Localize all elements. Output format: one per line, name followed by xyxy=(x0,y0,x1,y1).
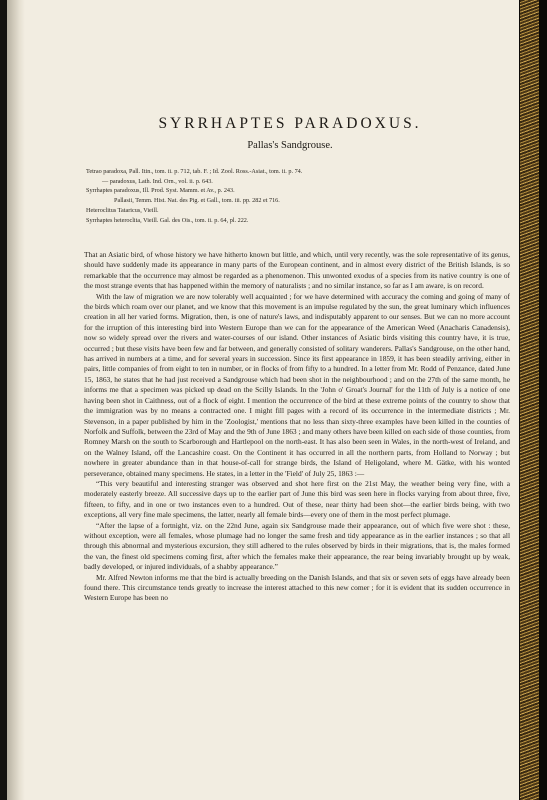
paragraph: With the law of migration we are now tolerably well acquainted ; for we have determined with accuracy the coming and going of many of the birds which roam over our planet, and we know that this movement is an impulse regulated by the sun, the great luminary which influences creation in all her varied forms. Migration, then, is one of nature's laws, and indisputably apparent to our senses. But we can no more account for the irruption of this interesting bird into Western Europe than we can for the appearance of the American Weed (Anacharis Canadensis), now so widely spread over the rivers and water-courses of our island. Other instances of Asiatic birds visiting this country have, it is true, occurred ; but these visits have been few and far between, and generally consisted of solitary wanderers. Pallas's Sandgrouse, on the other hand, has arrived in numbers at a time, and for several years in succession. Since its first appearance in 1859, it has been steadily arriving, either in pairs, little companies of from eight to ten in number, or in flocks of from fifty to a hundred. In a letter from Mr. Rodd of Penzance, dated June 15, 1863, he states that he had just received a Sandgrouse which had been shot in the neighbourhood ; and on the 27th of the same month, he informs me that a specimen was picked up dead on the Scilly Islands. In the 'John o' Groat's Journal' for the 11th of July is a notice of one having been shot in Caithness, out of a flock of eight. I mention the occurrence of the bird at these extreme points of the country to show that the immigration was by no means a contracted one. I might fill pages with a record of its occurrence in the intermediate districts ; Mr. Stevenson, in a paper published by him in the 'Zoologist,' mentions that no less than sixty-three examples have been killed in the counties of Norfolk and Suffolk, between the 23rd of May and the 9th of June 1863 ; and many others have been killed on each side of those counties, from Romney Marsh on the south to Scarborough and Hartlepool on the north-east. It has also been seen in Wales, in the north-west of Ireland, and on the Walney Island, off the Lancashire coast. On the Continent it has occurred in all the northern parts, from Holland to Norway ; but nowhere in greater abundance than in that house-of-call for strange birds, the Island of Heligoland, where M. Gätke, with his wonted perseverance, obtained many specimens. He states, in a letter in the 'Field' of July 25, 1863 :— xyxy=(84,291,510,478)
paragraph: Mr. Alfred Newton informs me that the bird is actually breeding on the Danish Islands, and that six or seven sets of eggs have already been found there. This circumstance tends greatly to increase the interest attached to this new comer ; for it is evident that its sudden occurrence in Western Europe has been no xyxy=(84,572,510,603)
page-gutter xyxy=(7,0,25,800)
gilt-page-edge xyxy=(519,0,540,800)
reference-line: Syrrhaptes heteroclita, Vieill. Gal. des Ois., tom. ii. p. 64, pl. 222. xyxy=(86,216,249,224)
paragraph: “This very beautiful and interesting stranger was observed and shot here first on the 21st May, the weather being very fine, with a moderately easterly breeze. All successive days up to the earlier part of June this bird was seen here in flocks varying from about three, five, fifteen, to fifty, and in one or two instances even to a hundred. Out of these, near thirty had been shot—the earlier birds being, with two exceptions, all very fine male specimens, the latter, nearly all female birds—every one of them in the most perfect plumage. xyxy=(84,478,510,520)
reference-line: Heteroclitus Tataricus, Vieill. xyxy=(86,206,159,214)
paragraph: “After the lapse of a fortnight, viz. on the 22nd June, again six Sandgrouse made their appearance, out of which five were shot : these, without exception, were all females, whose plumage had no longer the same fresh and tidy appearance as in the earlier instances ; so that all through this abnormal and mysterious excursion, they still adhered to the rules observed by birds in their migrations, that is, the males formed the van, the finest old specimens coming first, after which the females make their appearance, the rear being invariably brought up by weak, badly developed, or injured individuals, of a shabby appearance.” xyxy=(84,520,510,572)
paragraph: That an Asiatic bird, of whose history we have hitherto known but little, and which, until very recently, was the sole representative of its genus, should have suddenly made its appearance in many parts of the European continent, and in almost every district of the British Islands, is so remarkable that the occurrence may almost be regarded as a phenomenon. This unwonted exodus of a species from its native country is one of the most strange events that has happened within the memory of naturalists ; and no similar instance, so far as I am aware, is on record. xyxy=(84,250,510,291)
page-subtitle: Pallas's Sandgrouse. xyxy=(247,140,333,151)
synonymy-references xyxy=(86,167,506,225)
reference-line: Tetrao paradoxa, Pall. Itin., tom. ii. p. 712, tab. F. ; Id. Zool. Ross.-Asiat., tom. ii. p. 74. xyxy=(86,168,303,175)
reference-line: Syrrhaptes paradoxus, Ill. Prod. Syst. Mamm. et Av., p. 243. xyxy=(86,187,235,195)
background-edge xyxy=(539,0,547,800)
reference-line: Pallasii, Temm. Hist. Nat. des Pig. et Gall., tom. iii. pp. 282 et 716. xyxy=(114,197,280,205)
reference-line: — paradoxus, Lath. Ind. Orn., vol. ii. p. 643. xyxy=(102,177,213,185)
page-title: SYRRHAPTES PARADOXUS. xyxy=(158,115,422,132)
body-text xyxy=(84,250,510,604)
